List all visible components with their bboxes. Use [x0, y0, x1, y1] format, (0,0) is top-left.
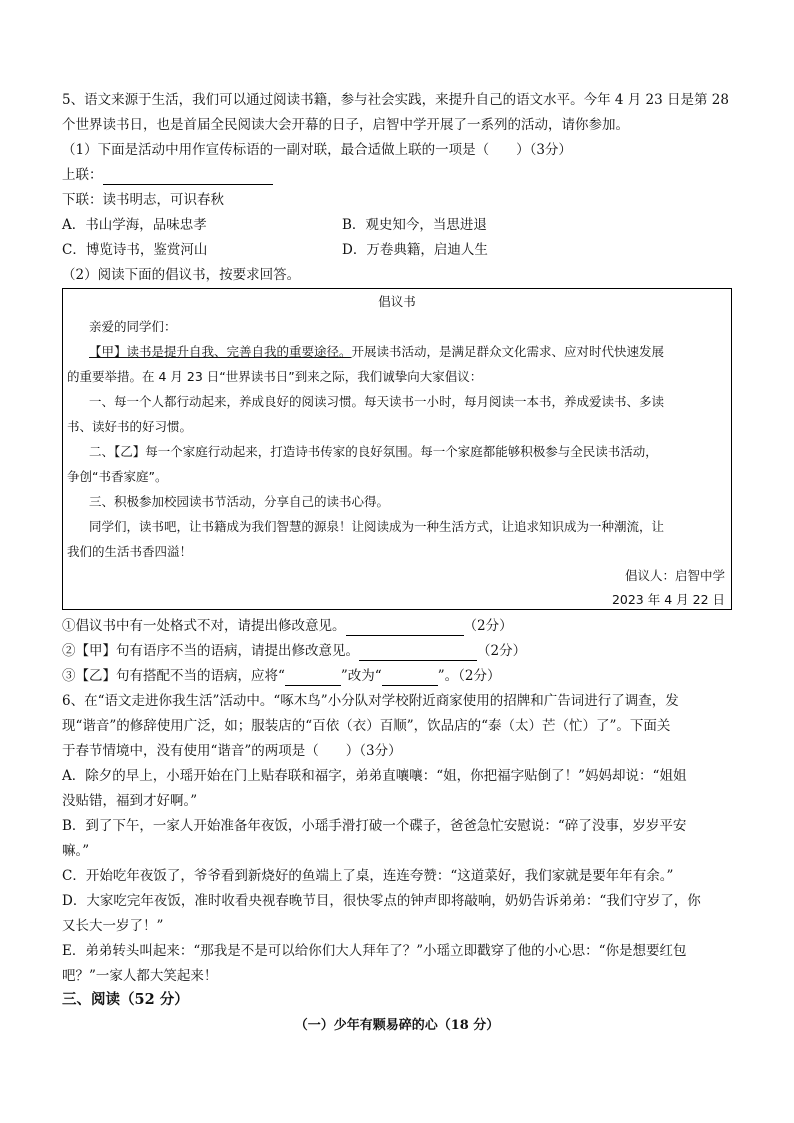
upper-couplet-label: 上联：: [62, 167, 103, 183]
option-c: C．博览诗书，鉴赏河山: [62, 242, 208, 258]
q6-option-d-1: D．大家吃完年夜饭，准时收看央视春晚节目，很快零点的钟声即将敲响，奶奶告诉弟弟：“我们守岁了，你: [62, 893, 701, 909]
letter-date: 2023 年 4 月 22 日: [611, 592, 725, 607]
letter-p1-line1: [89, 343, 664, 361]
option-a: A．书山学海，品味忠孝: [62, 217, 207, 233]
letter-signer: 倡议人：启智中学: [624, 568, 725, 583]
sub-question-2: [62, 641, 526, 661]
upper-couplet-blank[interactable]: [103, 168, 273, 185]
option-b: B．观史知今，当思进退: [342, 217, 487, 233]
q6-option-c-1: C．开始吃年夜饭了，爷爷看到新烧好的鱼端上了桌，连连夸赞：“这道菜好，我们家就是要年年有余。”: [62, 868, 674, 884]
passage-title: （一）少年有颗易碎的心（18 分）: [294, 1018, 500, 1033]
q5-line-2: 个世界读书日，也是首届全民阅读大会开幕的日子，启智中学开展了一系列的活动，请你参加。: [62, 117, 629, 133]
letter-p2-line1: 一、每一个人都行动起来，养成良好的阅读习惯。每天读书一小时，每月阅读一本书，养成爱读书、多读: [89, 394, 665, 409]
letter-p5-line1: 同学们，读书吧，让书籍成为我们智慧的源泉！让阅读成为一种生活方式，让追求知识成为一种潮流，让: [89, 519, 665, 534]
q6-option-b-1: B．到了下午，一家人开始准备年夜饭，小瑶手滑打破一个碟子，爸爸急忙安慰说：“碎了没事，岁岁平安: [62, 818, 687, 834]
q6-option-e-1: E．弟弟转头叫起来：“那我是不是可以给你们大人拜年了？”小瑶立即戳穿了他的小心思：“你是想要红包: [62, 943, 687, 959]
sub-question-2-text: ②【甲】句有语序不当的语病，请提出修改意见。: [62, 643, 359, 659]
sub-question-3-text-c: ”。（2分）: [437, 668, 501, 684]
sub-question-1: [62, 616, 513, 636]
q6-line-1: 6、在“语文走进你我生活”活动中。“啄木鸟”小分队对学校附近商家使用的招牌和广告词进行了调查，发: [62, 693, 679, 709]
letter-p3-line2: 争创“书香家庭”。: [67, 469, 168, 484]
sub-question-2-points: （2分）: [477, 643, 527, 659]
proposal-letter-box: [62, 288, 732, 610]
answer-blank-2[interactable]: [359, 644, 477, 661]
letter-p2-line2: 书、读好书的好习惯。: [67, 419, 193, 434]
answer-blank-3b[interactable]: [382, 669, 438, 686]
q6-line-2: 现“谐音”的修辞使用广泛，如；服装店的“百依（衣）百顺”，饮品店的“泰（太）芒（忙）了”。下面关: [62, 718, 671, 734]
sub-question-3-text-b: ”改为“: [340, 668, 382, 684]
letter-p3-line1: 二、【乙】每一个家庭行动起来，打造诗书传家的良好氛围。每一个家庭都能够积极参与全民读书活动，: [89, 444, 658, 459]
q6-option-a-2: 没贴错，福到才好啊。”: [62, 793, 198, 809]
q5-sub-2: （2）阅读下面的倡议书，按要求回答。: [62, 267, 301, 283]
upper-couplet-line: [62, 165, 273, 185]
q6-option-e-2: 吧？”一家人都大笑起来！: [62, 968, 218, 984]
q6-option-d-2: 又长大一岁了！”: [62, 918, 164, 934]
q5-line-1: 5、语文来源于生活，我们可以通过阅读书籍，参与社会实践，来提升自己的语文水平。今年 4 月 23 日是第 28: [62, 92, 729, 108]
option-d: D．万卷典籍，启迪人生: [342, 242, 488, 258]
q6-option-a-1: A．除夕的早上，小瑶开始在门上贴春联和福字，弟弟直嚷嚷：“姐，你把福字贴倒了！”妈妈却说：“姐姐: [62, 768, 687, 784]
answer-blank-3a[interactable]: [285, 669, 341, 686]
sub-question-3: [62, 666, 500, 686]
sub-question-1-points: （2分）: [463, 618, 513, 634]
p1-rest: 开展读书活动，是满足群众文化需求、应对时代快速发展: [351, 344, 665, 359]
sentence-jia: 读书是提升自我、完善自我的重要途径。: [126, 344, 352, 359]
letter-title: 倡议书: [378, 294, 416, 309]
section-heading: 三、阅读（52 分）: [62, 991, 189, 1008]
sub-question-3-text-a: ③【乙】句有搭配不当的语病，应将“: [62, 668, 285, 684]
letter-p1-line2: 的重要举措。在 4 月 23 日“世界读书日”到来之际，我们诚挚向大家倡议：: [67, 369, 483, 384]
mark-jia: 【甲】: [89, 344, 127, 359]
q5-sub-1: （1）下面是活动中用作宣传标语的一副对联，最合适做上联的一项是（ ）（3分）: [62, 142, 572, 158]
letter-p5-line2: 我们的生活书香四溢！: [67, 544, 193, 559]
q6-option-b-2: 嘛。”: [62, 843, 90, 859]
letter-greeting: 亲爱的同学们：: [89, 319, 177, 334]
q6-line-3: 于春节情境中，没有使用“谐音”的两项是（ ）（3分）: [62, 743, 402, 759]
sub-question-1-text: ①倡议书中有一处格式不对，请提出修改意见。: [62, 618, 346, 634]
answer-blank-1[interactable]: [346, 619, 464, 636]
lower-couplet: 下联：读书明志，可识春秋: [62, 192, 224, 208]
letter-p4: 三、积极参加校园读书节活动，分享自己的读书心得。: [89, 494, 390, 509]
